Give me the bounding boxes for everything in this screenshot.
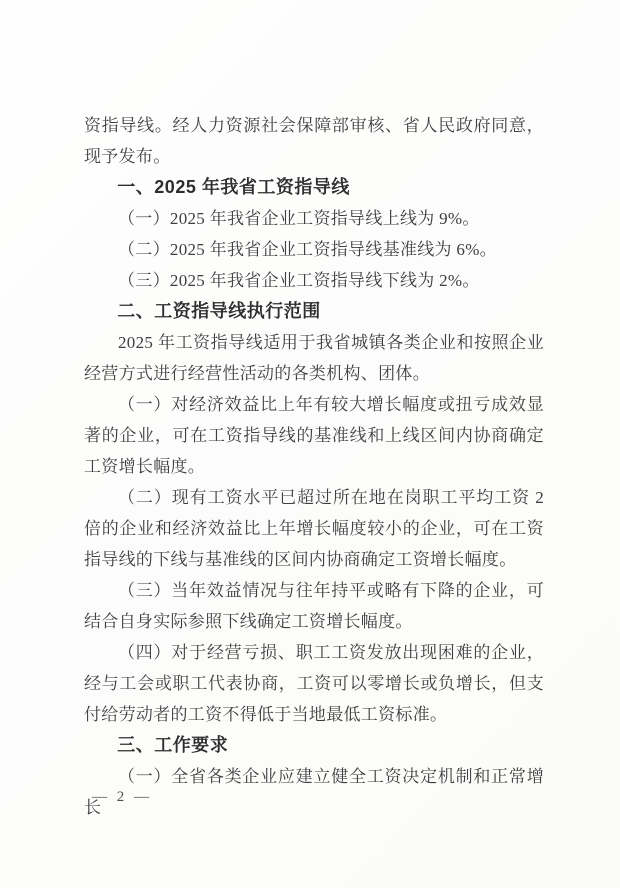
list-item-1-3: （三）2025 年我省企业工资指导线下线为 2%。 (118, 271, 480, 290)
section-heading-2: 二、工资指导线执行范围 (117, 301, 321, 321)
section-heading-3: 三、工作要求 (117, 735, 229, 755)
section-heading-1: 一、2025 年我省工资指导线 (117, 177, 350, 197)
list-item-1-1: （一）2025 年我省企业工资指导线上线为 9%。 (118, 209, 480, 228)
paragraph-scope: 2025 年工资指导线适用于我省城镇各类企业和按照企业经营方式进行经营性活动的各类机构、团体。 (84, 333, 544, 383)
page-number: — 2 — (92, 789, 152, 805)
list-item-2-2: （二）现有工资水平已超过所在地在岗职工平均工资 2 倍的企业和经济效益比上年增长幅度较小的企业，可在工资指导线的下线与基准线的区间内协商确定工资增长幅度。 (84, 488, 544, 569)
list-item-2-4: （四）对于经营亏损、职工工资发放出现困难的企业，经与工会或职工代表协商，工资可以零增长或负增长，但支付给劳动者的工资不得低于当地最低工资标准。 (84, 643, 544, 724)
paragraph-continuation: 资指导线。经人力资源社会保障部审核、省人民政府同意，现予发布。 (84, 116, 544, 166)
list-item-2-1: （一）对经济效益比上年有较大增长幅度或扭亏成效显著的企业，可在工资指导线的基准线和上线区间内协商确定工资增长幅度。 (84, 395, 544, 476)
list-item-3-1: （一）全省各类企业应建立健全工资决定机制和正常增长 (84, 767, 544, 817)
list-item-2-3: （三）当年效益情况与往年持平或略有下降的企业，可结合自身实际参照下线确定工资增长幅度。 (84, 581, 544, 631)
list-item-1-2: （二）2025 年我省企业工资指导线基准线为 6%。 (118, 240, 497, 259)
document-body (84, 110, 544, 823)
